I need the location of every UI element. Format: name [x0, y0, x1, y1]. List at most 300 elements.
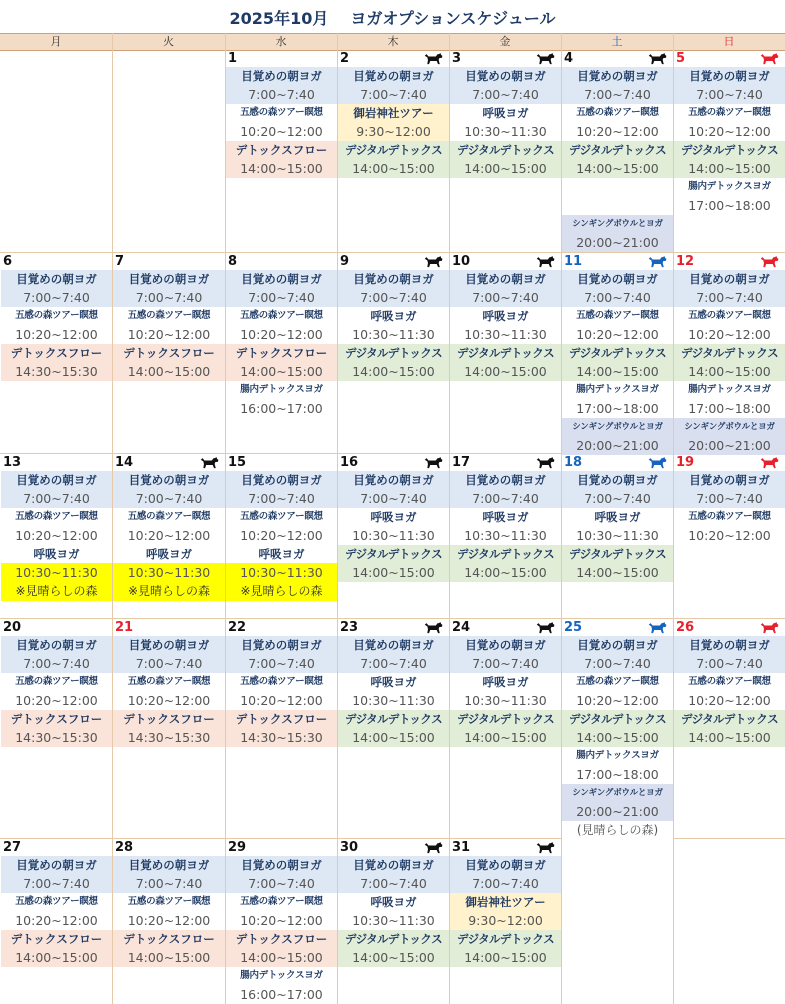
- event-time: 10:20~12:00: [576, 124, 659, 139]
- schedule-title: [0, 0, 785, 33]
- event-time: 14:00~15:00: [464, 364, 547, 379]
- event-name: 腸内デトックスヨガ: [576, 750, 659, 761]
- event-item: [338, 471, 449, 508]
- day-number: 29: [228, 840, 247, 855]
- event-time: 7:00~7:40: [360, 656, 427, 671]
- event-item: [1, 545, 112, 601]
- event-time: 14:00~15:00: [688, 730, 771, 745]
- event-item: [338, 270, 449, 307]
- event-name: デトックスフロー: [235, 143, 328, 157]
- event-name: 呼吸ヨガ: [482, 510, 529, 524]
- day-cell: [338, 619, 449, 838]
- day-number: 26: [676, 620, 695, 635]
- day-cell: [113, 454, 225, 618]
- dog-icon: [536, 53, 555, 65]
- event-item: [113, 930, 225, 967]
- event-time: 14:00~15:00: [15, 950, 98, 965]
- event-name: 目覚めの朝ヨガ: [16, 858, 97, 872]
- day-events: [1, 636, 112, 747]
- event-name: 五感の森ツアー瞑想: [240, 310, 323, 321]
- event-item: [113, 710, 225, 747]
- event-item: [113, 270, 225, 307]
- event-item: [226, 930, 337, 967]
- event-name: 五感の森ツアー瞑想: [15, 511, 98, 522]
- day-events: [113, 636, 225, 747]
- event-time: 7:00~7:40: [23, 491, 90, 506]
- weekday-wed: 水: [275, 35, 287, 48]
- day-cell: [450, 839, 561, 1003]
- event-name: デトックスフロー: [10, 712, 103, 726]
- dog-icon: [536, 457, 555, 469]
- event-item: [562, 747, 673, 784]
- event-item: [450, 893, 561, 930]
- day-number: 12: [676, 254, 695, 269]
- day-cell: [450, 50, 561, 252]
- event-item: [1, 930, 112, 967]
- event-time: 10:30~11:30: [464, 124, 547, 139]
- event-item: [338, 141, 449, 178]
- event-item: [226, 471, 337, 508]
- day-cell: [674, 253, 785, 453]
- event-name: 目覚めの朝ヨガ: [16, 272, 97, 286]
- event-time: 10:30~11:30: [352, 913, 435, 928]
- event-time: 14:30~15:30: [15, 730, 98, 745]
- event-item: [562, 418, 673, 455]
- event-name: デジタルデトックス: [569, 712, 666, 726]
- day-number: 17: [452, 455, 471, 470]
- event-item: [450, 636, 561, 673]
- event-item: [226, 893, 337, 930]
- event-location-note: ※見晴らしの森: [240, 584, 323, 598]
- event-name: 五感の森ツアー瞑想: [15, 896, 98, 907]
- day-number: 5: [676, 51, 686, 66]
- event-name: 五感の森ツアー瞑想: [688, 107, 771, 118]
- dog-icon: [424, 622, 443, 634]
- day-number: 18: [564, 455, 583, 470]
- event-time: 7:00~7:40: [584, 87, 651, 102]
- day-events: [338, 67, 449, 178]
- event-item: [226, 344, 337, 381]
- weekday-sat: 土: [611, 35, 623, 48]
- event-item: [113, 636, 225, 673]
- event-name: 五感の森ツアー瞑想: [576, 310, 659, 321]
- event-name: 五感の森ツアー瞑想: [688, 310, 771, 321]
- event-name: 目覚めの朝ヨガ: [465, 473, 546, 487]
- event-item: [338, 545, 449, 582]
- day-events: [450, 471, 561, 582]
- day-number: 25: [564, 620, 583, 635]
- event-time: 10:20~12:00: [688, 528, 771, 543]
- event-name: 目覚めの朝ヨガ: [465, 638, 546, 652]
- event-item: [338, 508, 449, 545]
- event-time: 14:00~15:00: [576, 565, 659, 580]
- event-item: [450, 141, 561, 178]
- event-item: [562, 307, 673, 344]
- event-name: 目覚めの朝ヨガ: [353, 638, 434, 652]
- event-time: 9:30~12:00: [468, 913, 543, 928]
- event-name: 五感の森ツアー瞑想: [240, 896, 323, 907]
- event-item: [674, 104, 785, 141]
- day-events: [450, 67, 561, 178]
- event-item: [450, 673, 561, 710]
- event-item: [226, 856, 337, 893]
- event-name: 目覚めの朝ヨガ: [577, 69, 658, 83]
- weekday-mon: 月: [50, 35, 62, 48]
- event-time: 10:30~11:30: [15, 565, 98, 580]
- event-item: [450, 270, 561, 307]
- event-item: [562, 141, 673, 178]
- event-name: 目覚めの朝ヨガ: [353, 858, 434, 872]
- day-number: 15: [228, 455, 247, 470]
- day-cell: [1, 454, 112, 618]
- event-time: 14:00~15:00: [352, 565, 435, 580]
- event-name: 五感の森ツアー瞑想: [576, 676, 659, 687]
- event-time: 7:00~7:40: [23, 290, 90, 305]
- event-item: [338, 67, 449, 104]
- event-item: [113, 893, 225, 930]
- event-time: 10:20~12:00: [240, 124, 323, 139]
- day-cell: [674, 50, 785, 252]
- event-item: [450, 856, 561, 893]
- title-year-month: 2025年10月: [229, 9, 329, 28]
- event-time: 20:00~21:00: [562, 802, 673, 821]
- event-item: [1, 344, 112, 381]
- event-time: 14:00~15:00: [576, 730, 659, 745]
- day-number: 23: [340, 620, 359, 635]
- event-time: 10:30~11:30: [576, 528, 659, 543]
- event-item: [674, 381, 785, 418]
- event-item: [674, 471, 785, 508]
- event-name: デジタルデトックス: [681, 712, 778, 726]
- event-item: [562, 636, 673, 673]
- event-item: [226, 67, 337, 104]
- event-item: [338, 307, 449, 344]
- event-time: 10:30~11:30: [464, 528, 547, 543]
- event-name: 目覚めの朝ヨガ: [689, 69, 770, 83]
- event-name: 目覚めの朝ヨガ: [241, 473, 322, 487]
- day-cell: [562, 454, 673, 618]
- event-name: デトックスフロー: [235, 346, 328, 360]
- event-name: 五感の森ツアー瞑想: [15, 310, 98, 321]
- event-name: デトックスフロー: [235, 932, 328, 946]
- event-time: 7:00~7:40: [248, 87, 315, 102]
- day-events: [674, 636, 785, 747]
- day-cell: [562, 50, 673, 252]
- event-name: デトックスフロー: [10, 346, 103, 360]
- dog-icon: [648, 457, 667, 469]
- event-time: 10:20~12:00: [240, 528, 323, 543]
- title-name: ヨガオプションスケジュール: [350, 9, 556, 28]
- day-number: 13: [3, 455, 22, 470]
- day-number: 11: [564, 254, 583, 269]
- day-cell: [113, 839, 225, 1003]
- weekday-fri: 金: [499, 35, 511, 48]
- day-cell: [1, 253, 112, 453]
- event-name: デジタルデトックス: [569, 346, 666, 360]
- event-time: 10:20~12:00: [240, 913, 323, 928]
- event-time: 14:00~15:00: [127, 950, 211, 965]
- event-time: 7:00~7:40: [696, 87, 763, 102]
- dog-icon: [536, 622, 555, 634]
- day-number: 4: [564, 51, 574, 66]
- day-cell: [450, 619, 561, 838]
- dog-icon: [760, 256, 779, 268]
- event-item: [674, 344, 785, 381]
- weekday-thu: 木: [387, 35, 399, 48]
- event-time: 7:00~7:40: [360, 87, 427, 102]
- event-time: 10:20~12:00: [240, 327, 323, 342]
- event-item: [1, 508, 112, 545]
- event-item: [562, 471, 673, 508]
- day-cell: [338, 253, 449, 453]
- day-number: 30: [340, 840, 359, 855]
- day-events: [338, 636, 449, 747]
- event-time: 7:00~7:40: [472, 290, 539, 305]
- event-item: [113, 508, 225, 545]
- day-events: [338, 270, 449, 381]
- event-name: 腸内デトックスヨガ: [688, 181, 771, 192]
- day-cell: [450, 253, 561, 453]
- day-events: [450, 856, 561, 967]
- day-cell: [450, 454, 561, 618]
- event-item: [450, 67, 561, 104]
- event-name: シンギングボウルとヨガ: [572, 219, 663, 229]
- event-time: 7:00~7:40: [472, 491, 539, 506]
- event-time: 7:00~7:40: [584, 290, 651, 305]
- event-item: [674, 508, 785, 545]
- event-time: 10:30~11:30: [240, 565, 323, 580]
- event-location-note: ※見晴らしの森: [127, 584, 211, 598]
- event-name: 呼吸ヨガ: [370, 675, 417, 689]
- event-item: [450, 930, 561, 967]
- event-time: 7:00~7:40: [248, 290, 315, 305]
- event-time: 14:00~15:00: [240, 161, 323, 176]
- event-time: 17:00~18:00: [576, 401, 659, 416]
- event-item: [450, 545, 561, 582]
- event-time: 7:00~7:40: [584, 491, 651, 506]
- day-number: 20: [3, 620, 22, 635]
- event-time: 10:30~11:30: [464, 327, 547, 342]
- event-name: 呼吸ヨガ: [482, 309, 529, 323]
- event-name: 呼吸ヨガ: [482, 106, 529, 120]
- event-name: デジタルデトックス: [457, 932, 554, 946]
- event-name: 目覚めの朝ヨガ: [353, 69, 434, 83]
- event-time: 14:00~15:00: [464, 730, 547, 745]
- event-name: 御岩神社ツアー: [465, 895, 546, 909]
- day-cell: [674, 454, 785, 618]
- event-item: [226, 710, 337, 747]
- event-time: 14:00~15:00: [688, 364, 771, 379]
- event-item: [1, 893, 112, 930]
- event-name: デトックスフロー: [235, 712, 328, 726]
- event-name: デトックスフロー: [123, 346, 215, 360]
- event-item: [338, 930, 449, 967]
- event-name: シンギングボウルとヨガ: [562, 784, 673, 802]
- event-time: 14:00~15:00: [240, 950, 323, 965]
- event-name: 目覚めの朝ヨガ: [16, 638, 97, 652]
- event-time: 10:20~12:00: [127, 528, 211, 543]
- event-time: 10:20~12:00: [688, 693, 771, 708]
- event-item: [562, 381, 673, 418]
- day-events: [113, 856, 225, 967]
- dog-icon: [424, 842, 443, 854]
- weekday-sun: 日: [723, 35, 735, 48]
- event-name: 呼吸ヨガ: [370, 895, 417, 909]
- event-name: 五感の森ツアー瞑想: [127, 896, 211, 907]
- day-events: [226, 67, 337, 178]
- day-cell: [562, 619, 673, 838]
- event-name: デジタルデトックス: [569, 143, 666, 157]
- event-item: [562, 270, 673, 307]
- event-time: 7:00~7:40: [135, 876, 203, 891]
- event-name: デジタルデトックス: [569, 547, 666, 561]
- event-time: 17:00~18:00: [576, 767, 659, 782]
- event-time: 14:00~15:00: [352, 950, 435, 965]
- event-time: 7:00~7:40: [472, 876, 539, 891]
- day-events: [674, 67, 785, 215]
- event-item: [450, 710, 561, 747]
- event-name: 呼吸ヨガ: [594, 510, 641, 524]
- event-name: 目覚めの朝ヨガ: [16, 473, 97, 487]
- event-time: 7:00~7:40: [135, 290, 203, 305]
- event-time: 14:00~15:00: [576, 364, 659, 379]
- event-time: 10:20~12:00: [15, 327, 98, 342]
- event-name: 五感の森ツアー瞑想: [127, 511, 211, 522]
- dog-icon: [648, 53, 667, 65]
- event-time: 14:00~15:00: [352, 364, 435, 379]
- event-item: [674, 710, 785, 747]
- day-events: [338, 856, 449, 967]
- event-name: 目覚めの朝ヨガ: [128, 858, 210, 872]
- event-item: [562, 508, 673, 545]
- event-item: [450, 344, 561, 381]
- event-time: 14:00~15:00: [464, 950, 547, 965]
- event-item: [674, 178, 785, 215]
- day-cell: [226, 253, 337, 453]
- day-cell: [226, 839, 337, 1003]
- event-name: デトックスフロー: [10, 932, 103, 946]
- event-item: [1, 710, 112, 747]
- event-name: デジタルデトックス: [681, 346, 778, 360]
- event-item: [1, 673, 112, 710]
- event-item: [562, 67, 673, 104]
- event-item: [226, 967, 337, 1004]
- event-item: [226, 381, 337, 418]
- dog-icon: [760, 53, 779, 65]
- event-item: [226, 508, 337, 545]
- event-item: [338, 856, 449, 893]
- event-name: 目覚めの朝ヨガ: [577, 473, 658, 487]
- event-time: 14:00~15:00: [688, 161, 771, 176]
- event-time: 14:30~15:30: [15, 364, 98, 379]
- day-number: 22: [228, 620, 247, 635]
- day-cell: [1, 619, 112, 838]
- event-spacer: [562, 178, 673, 215]
- event-name: 目覚めの朝ヨガ: [241, 272, 322, 286]
- event-time: 7:00~7:40: [135, 656, 203, 671]
- event-name: デジタルデトックス: [681, 143, 778, 157]
- event-time: 10:20~12:00: [688, 124, 771, 139]
- day-events: [113, 270, 225, 381]
- day-events: [1, 471, 112, 601]
- day-number: 31: [452, 840, 471, 855]
- event-name: 呼吸ヨガ: [370, 309, 417, 323]
- event-time: 7:00~7:40: [360, 491, 427, 506]
- day-events: [338, 471, 449, 582]
- day-cell: [226, 454, 337, 618]
- dog-icon: [200, 457, 219, 469]
- event-item: [562, 104, 673, 141]
- event-time: 10:20~12:00: [688, 327, 771, 342]
- day-cell: [338, 839, 449, 1003]
- event-time: 7:00~7:40: [248, 491, 315, 506]
- event-time: 14:00~15:00: [240, 364, 323, 379]
- day-events: [226, 471, 337, 601]
- event-name: デジタルデトックス: [345, 932, 442, 946]
- event-time: 7:00~7:40: [248, 876, 315, 891]
- event-item: [226, 141, 337, 178]
- event-item: [113, 673, 225, 710]
- day-cell: [113, 253, 225, 453]
- event-item: [562, 344, 673, 381]
- event-name: デトックスフロー: [123, 932, 215, 946]
- event-item: [562, 784, 673, 840]
- day-events: [113, 471, 225, 601]
- event-time: 7:00~7:40: [584, 656, 651, 671]
- event-item: [113, 545, 225, 601]
- event-name: 御岩神社ツアー: [353, 106, 434, 120]
- day-cell: [674, 619, 785, 838]
- event-name: 五感の森ツアー瞑想: [688, 676, 771, 687]
- weekday-tue: 火: [163, 35, 174, 48]
- event-name: デジタルデトックス: [457, 143, 554, 157]
- day-number: 9: [340, 254, 350, 269]
- event-item: [674, 67, 785, 104]
- day-number: 2: [340, 51, 350, 66]
- day-cell: [338, 50, 449, 252]
- event-item: [226, 270, 337, 307]
- event-name: 目覚めの朝ヨガ: [577, 638, 658, 652]
- day-cell: [113, 619, 225, 838]
- dog-icon: [760, 457, 779, 469]
- day-number: 27: [3, 840, 22, 855]
- event-time: 14:00~15:00: [576, 161, 659, 176]
- event-name: 目覚めの朝ヨガ: [465, 272, 546, 286]
- event-time: 10:20~12:00: [15, 913, 98, 928]
- event-time: 10:20~12:00: [240, 693, 323, 708]
- event-name: 目覚めの朝ヨガ: [465, 69, 546, 83]
- day-cell: [1, 839, 112, 1003]
- event-name: デトックスフロー: [123, 712, 215, 726]
- day-number: 6: [3, 254, 13, 269]
- event-name: 目覚めの朝ヨガ: [689, 473, 770, 487]
- event-item: [338, 673, 449, 710]
- dog-icon: [424, 256, 443, 268]
- event-name: 目覚めの朝ヨガ: [241, 69, 322, 83]
- day-cell: [226, 619, 337, 838]
- event-time: 14:30~15:30: [127, 730, 211, 745]
- day-number: 7: [115, 254, 125, 269]
- day-cell: [226, 50, 337, 252]
- event-name: 目覚めの朝ヨガ: [689, 272, 770, 286]
- event-time: 7:00~7:40: [23, 876, 90, 891]
- event-time: 10:20~12:00: [576, 693, 659, 708]
- day-events: [450, 636, 561, 747]
- day-events: [1, 270, 112, 381]
- event-name: シンギングボウルとヨガ: [572, 422, 663, 432]
- event-time: 20:00~21:00: [562, 436, 673, 455]
- event-name: 目覚めの朝ヨガ: [465, 858, 546, 872]
